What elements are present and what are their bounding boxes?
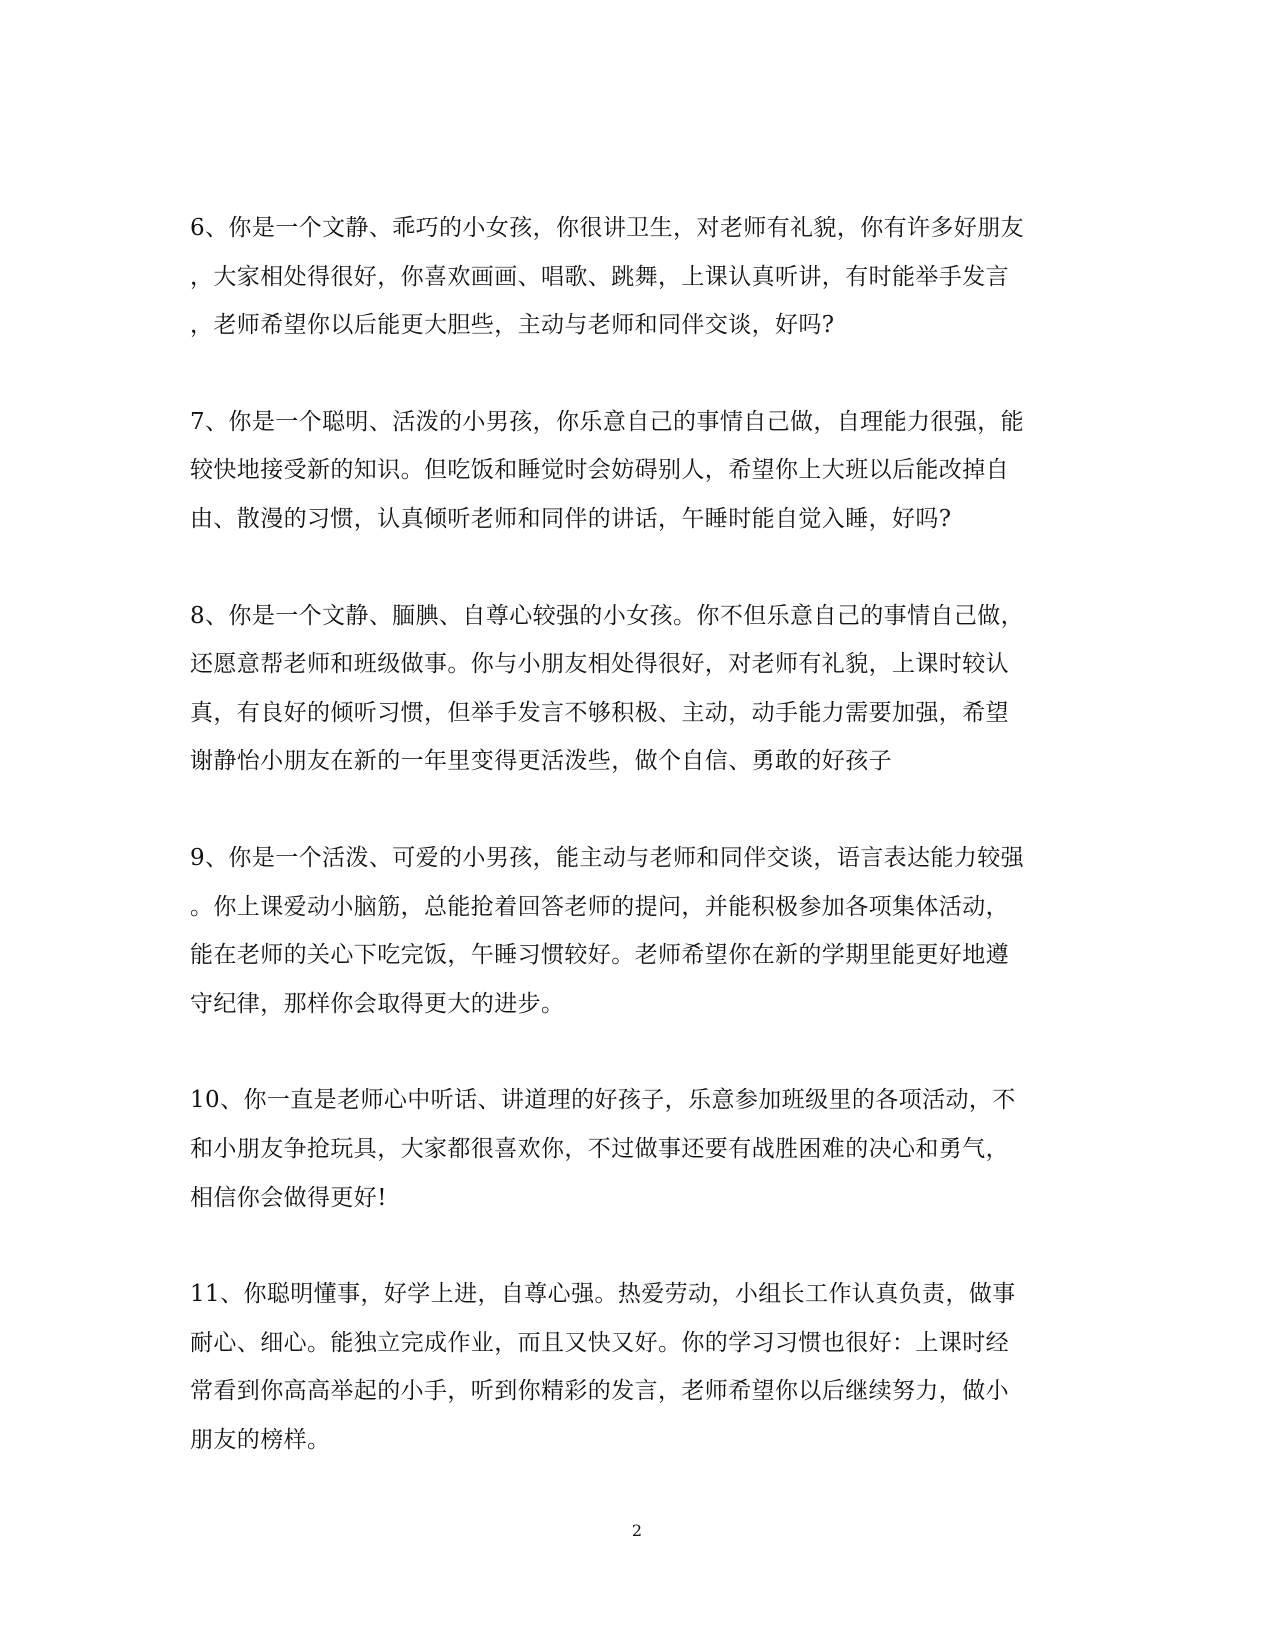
paragraph-line: 耐心、细心。能独立完成作业，而且又快又好。你的学习习惯也很好：上课时经 [190, 1329, 1009, 1356]
paragraph-line: 朋友的榜样。 [190, 1426, 331, 1453]
comment-paragraph-8 [190, 592, 1090, 786]
paragraph-line: 9、你是一个活泼、可爱的小男孩，能主动与老师和同伴交谈，语言表达能力较强 [190, 844, 1025, 871]
paragraph-line: 8、你是一个文静、腼腆、自尊心较强的小女孩。你不但乐意自己的事情自己做， [190, 602, 1025, 629]
comment-paragraph-10 [190, 1076, 1090, 1222]
paragraph-line: 和小朋友争抢玩具，大家都很喜欢你，不过做事还要有战胜困难的决心和勇气， [190, 1135, 1009, 1162]
paragraph-line: 真，有良好的倾听习惯，但举手发言不够积极、主动，动手能力需要加强，希望 [190, 699, 1009, 726]
comment-paragraph-7 [190, 398, 1090, 544]
paragraph-line: 11、你聪明懂事，好学上进，自尊心强。热爱劳动，小组长工作认真负责，做事 [190, 1281, 1016, 1308]
paragraph-line: 还愿意帮老师和班级做事。你与小朋友相处得很好，对老师有礼貌，上课时较认 [190, 651, 1009, 678]
comment-paragraph-6 [190, 204, 1090, 350]
paragraph-line: 相信你会做得更好! [190, 1184, 387, 1211]
paragraph-line: 7、你是一个聪明、活泼的小男孩，你乐意自己的事情自己做，自理能力很强，能 [190, 408, 1025, 435]
paragraph-line: 。你上课爱动小脑筋，总能抢着回答老师的提问，并能积极参加各项集体活动， [190, 893, 1009, 920]
paragraph-line: 谢静怡小朋友在新的一年里变得更活泼些，做个自信、勇敢的好孩子 [190, 748, 892, 775]
paragraph-line: ，大家相处得很好，你喜欢画画、唱歌、跳舞，上课认真听讲，有时能举手发言 [190, 263, 1009, 290]
paragraph-line: 10、你一直是老师心中听话、讲道理的好孩子，乐意参加班级里的各项活动，不 [190, 1087, 1016, 1114]
comment-paragraph-9 [190, 834, 1090, 1028]
paragraph-line: 较快地接受新的知识。但吃饭和睡觉时会妨碍别人，希望你上大班以后能改掉自 [190, 457, 1009, 484]
comment-paragraph-11 [190, 1270, 1090, 1464]
paragraph-line: 能在老师的关心下吃完饭，午睡习惯较好。老师希望你在新的学期里能更好地遵 [190, 942, 1009, 969]
document-body [190, 204, 1090, 1512]
paragraph-line: 常看到你高高举起的小手，听到你精彩的发言，老师希望你以后继续努力，做小 [190, 1378, 1009, 1405]
paragraph-line: ，老师希望你以后能更大胆些，主动与老师和同伴交谈，好吗? [190, 312, 835, 339]
page-number: 2 [631, 1521, 643, 1540]
paragraph-line: 由、散漫的习惯，认真倾听老师和同伴的讲话，午睡时能自觉入睡，好吗? [190, 505, 952, 532]
paragraph-line: 6、你是一个文静、乖巧的小女孩，你很讲卫生，对老师有礼貌，你有许多好朋友 [190, 215, 1025, 241]
paragraph-line: 守纪律，那样你会取得更大的进步。 [190, 990, 565, 1017]
